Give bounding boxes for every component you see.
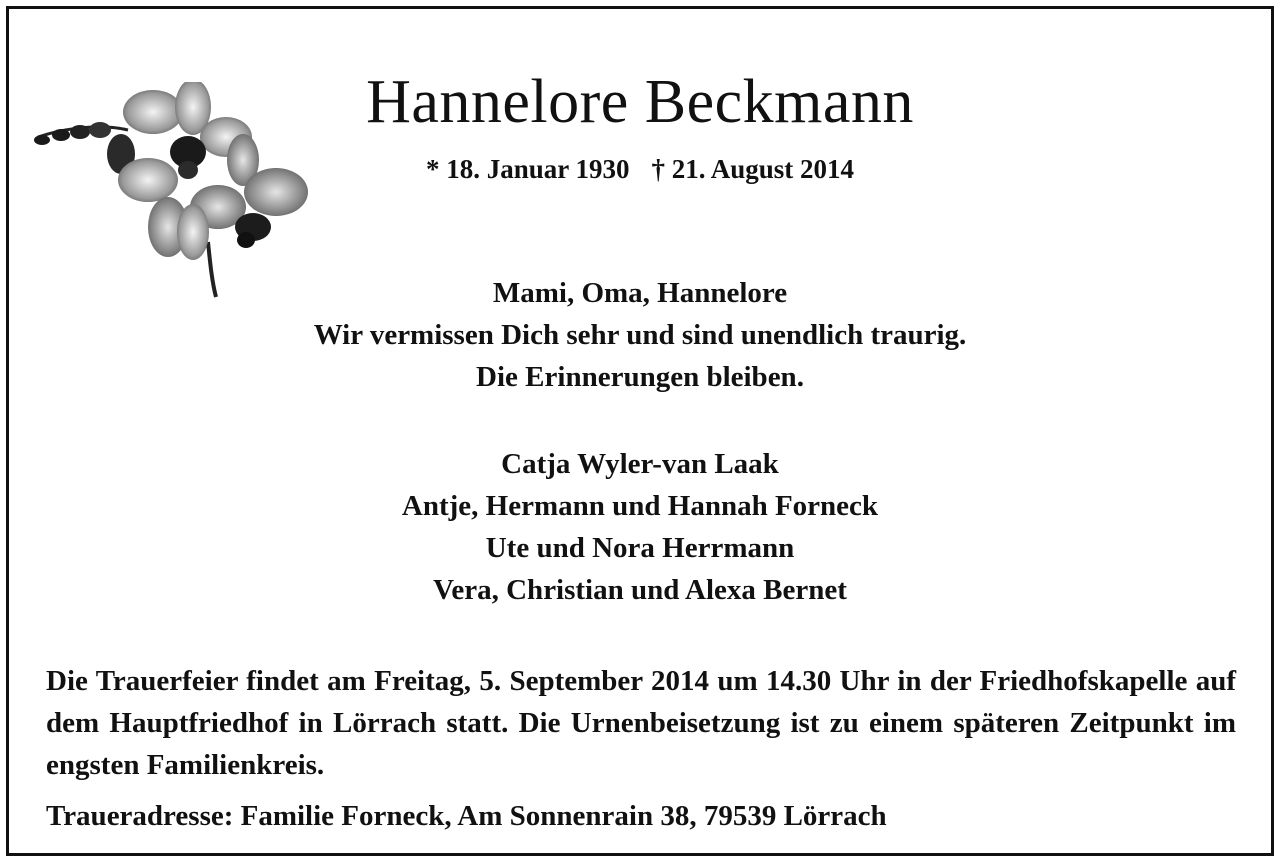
mourner-line: Antje, Hermann und Hannah Forneck — [401, 490, 879, 522]
message-line: Mami, Oma, Hannelore — [492, 277, 788, 309]
mourners-list — [0, 443, 1280, 611]
farewell-message — [0, 272, 1280, 398]
death-date: † 21. August 2014 — [651, 154, 855, 184]
birth-date: * 18. Januar 1930 — [425, 154, 630, 184]
mourner-line: Catja Wyler-van Laak — [501, 448, 779, 480]
mourner-line: Ute und Nora Herrmann — [485, 532, 795, 564]
mourner-line: Vera, Christian und Alexa Bernet — [433, 574, 847, 606]
life-dates — [0, 152, 1280, 186]
deceased-name: Hannelore Beckmann — [366, 68, 914, 136]
mourning-address: Traueradresse: Familie Forneck, Am Sonnenrain 38, 79539 Lörrach — [46, 800, 887, 832]
service-details: Die Trauerfeier findet am Freitag, 5. September 2014 um 14.30 Uhr in der Friedhofskapelle auf dem Hauptfriedhof in Lörrach statt. Die Urnenbeisetzung ist zu einem späteren Zeitpunkt im engsten Familienkreis. — [46, 665, 1236, 781]
message-line: Wir vermissen Dich sehr und sind unendlich traurig. — [313, 319, 967, 351]
message-line: Die Erinnerungen bleiben. — [476, 361, 804, 393]
